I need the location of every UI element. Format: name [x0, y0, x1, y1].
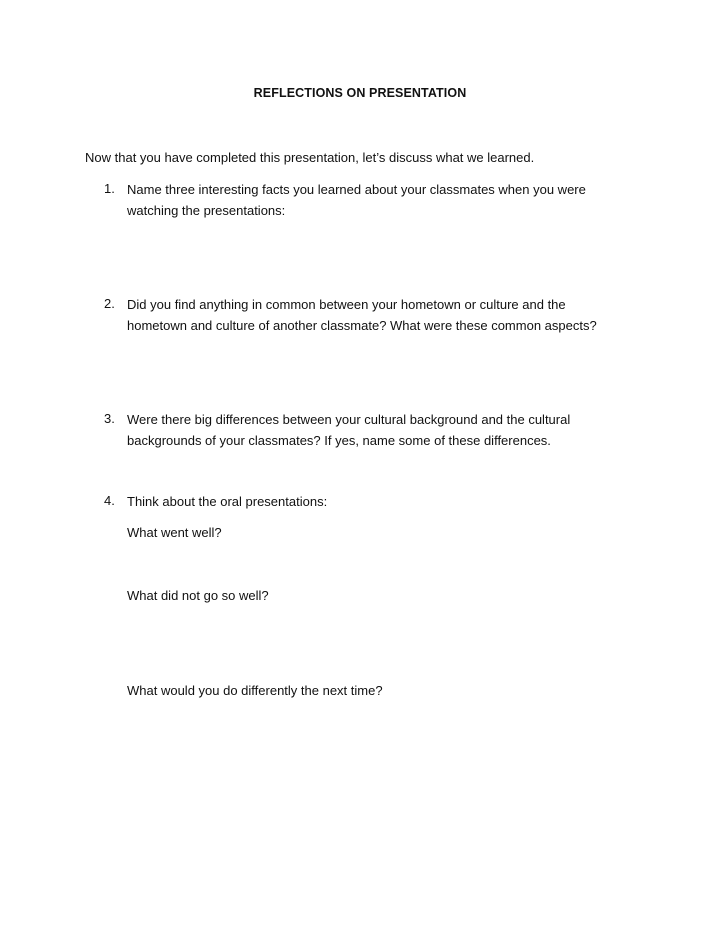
- sub-question-differently: What would you do differently the next time?: [127, 683, 383, 698]
- question-1-text: Name three interesting facts you learned about your classmates when you were watching the presentations:: [127, 182, 586, 218]
- question-4-number: 4.: [104, 493, 115, 508]
- question-3-text: Were there big differences between your cultural background and the cultural backgrounds of your classmates? If yes, name some of these differences.: [127, 412, 571, 448]
- sub-question-not-well: What did not go so well?: [127, 588, 269, 603]
- sub-question-went-well: What went well?: [127, 525, 222, 540]
- intro-text: Now that you have completed this presentation, let’s discuss what we learned.: [85, 150, 535, 165]
- question-4-text: Think about the oral presentations:: [127, 494, 328, 509]
- document-title: REFLECTIONS ON PRESENTATION: [253, 86, 467, 100]
- question-2-number: 2.: [104, 296, 115, 311]
- question-3-number: 3.: [104, 411, 115, 426]
- question-2-text: Did you find anything in common between your hometown or culture and the hometown and culture of another classmate? What were these common aspects?: [127, 297, 597, 333]
- question-1-number: 1.: [104, 181, 115, 196]
